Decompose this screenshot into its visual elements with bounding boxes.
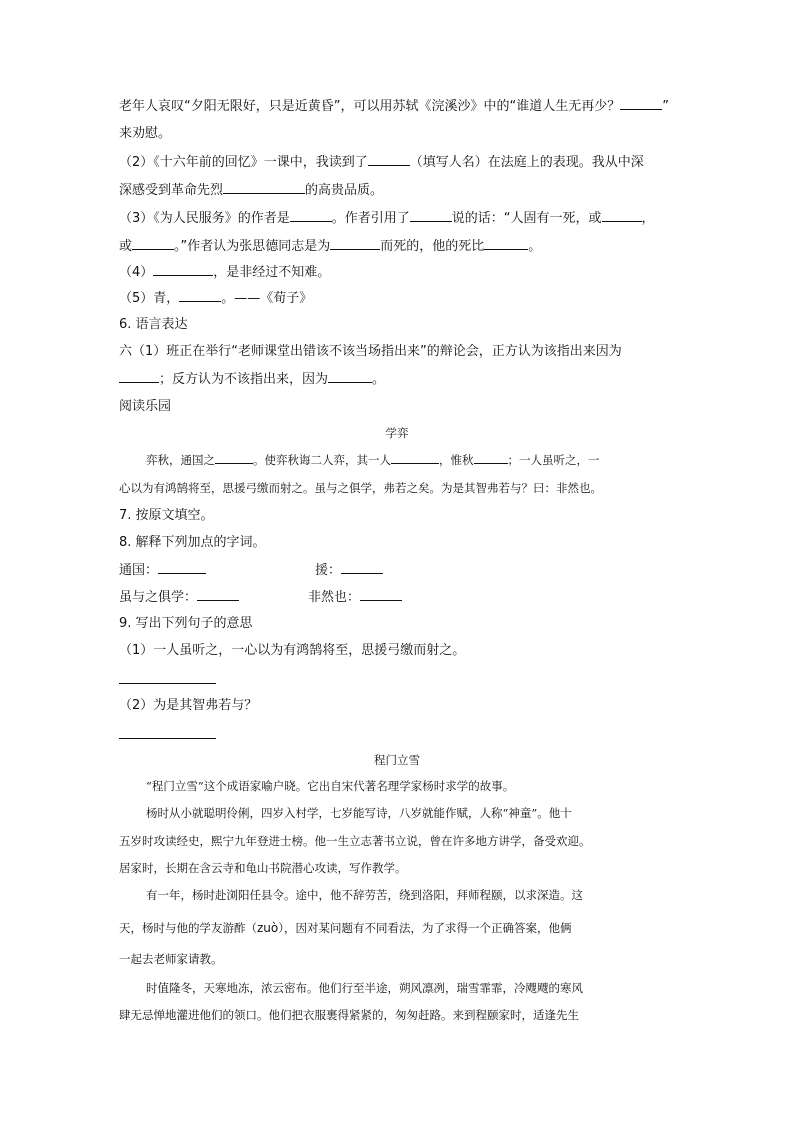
q8-item-feiran: 非然也： xyxy=(308,588,402,607)
q5-3-line-2: 或 。”作者认为张思德同志是为 而死的，他的死比 。 xyxy=(119,239,542,254)
q8-item-yuan: 援： xyxy=(315,561,383,580)
passage2-p1: “程门立雪”这个成语家喻户晓。它出自宋代著名理学家杨时求学的故事。 xyxy=(146,779,515,793)
passage2-p2-line-1: 杨时从小就聪明伶俐，四岁入村学，七岁能写诗，八岁就能作赋，人称“神童”。他十 xyxy=(146,806,572,820)
passage-title-chengmen: 程门立雪 xyxy=(374,753,420,767)
q8-item-tongguo: 通国： xyxy=(119,561,206,580)
passage1-line-1: 弈秋，通国之 。使弈秋诲二人弈，其一人 ，惟秋 ；一人虽听之，一 xyxy=(146,453,600,467)
blank[interactable] xyxy=(119,370,159,383)
q5-2-line-2: 深感受到革命先烈 的高贵品质。 xyxy=(119,183,384,198)
blank[interactable] xyxy=(474,451,508,464)
passage-title-xueyi: 学弈 xyxy=(385,426,409,440)
passage2-p3-line-3: 一起去老师家请教。 xyxy=(119,952,223,966)
blank[interactable] xyxy=(484,237,528,250)
passage2-p2-line-3: 居家时，长期在含云寺和龟山书院潜心攻读，写作教学。 xyxy=(119,861,407,875)
q5-4-line: （4） ，是非经过不知难。 xyxy=(119,265,331,280)
answer-line-1[interactable] xyxy=(119,683,216,684)
blank[interactable] xyxy=(158,561,206,574)
q8-item-suiyu: 虽与之俱学： xyxy=(119,588,239,607)
q6-title: 6. 语言表达 xyxy=(119,317,188,332)
q5-line-2: 来劝慰。 xyxy=(119,126,172,141)
q5-line-1: 老年人哀叹“夕阳无限好，只是近黄昏”，可以用苏轼《浣溪沙》中的“谁道人生无再少？ ” xyxy=(119,99,669,114)
passage2-p2-line-2: 五岁时攻读经史，熙宁九年登进士榜。他一生立志著书立说，曾在许多地方讲学，备受欢迎。 xyxy=(119,834,591,848)
q7-title: 7. 按原文填空。 xyxy=(119,508,214,523)
blank[interactable] xyxy=(179,289,221,302)
q8-title: 8. 解释下列加点的字词。 xyxy=(119,535,266,550)
passage1-line-2: 心以为有鸿鹄将至，思援弓缴而射之。虽与之俱学，弗若之矣。为是其智弗若与？曰：非然也。 xyxy=(119,481,602,495)
q9-title: 9. 写出下列句子的意思 xyxy=(119,616,253,631)
passage2-p4-line-1: 时值隆冬，天寒地冻，浓云密布。他们行至半途，朔风凛冽，瑞雪霏霏，冷飕飕的寒风 xyxy=(146,981,583,995)
q5-3-line-1: （3）《为人民服务》的作者是 。作者引用了 说的话：“人固有一死，或 ， xyxy=(119,211,655,226)
blank[interactable] xyxy=(290,209,332,222)
blank[interactable] xyxy=(602,209,642,222)
blank[interactable] xyxy=(620,97,662,110)
answer-line-2[interactable] xyxy=(119,738,216,739)
q9-sentence-2: （2）为是其智弗若与？ xyxy=(119,698,258,713)
passage2-p3-line-2: 天，杨时与他的学友游酢（zuò），因对某问题有不同看法，为了求得一个正确答案，他俩 xyxy=(119,921,572,935)
blank[interactable] xyxy=(341,561,383,574)
blank[interactable] xyxy=(223,181,305,194)
blank[interactable] xyxy=(368,153,410,166)
passage2-p4-line-2: 肆无忌惮地灌进他们的领口。他们把衣服裹得紧紧的，匆匆赶路。来到程颐家时，适逢先生 xyxy=(119,1008,579,1022)
blank[interactable] xyxy=(153,263,213,276)
blank[interactable] xyxy=(328,370,372,383)
passage2-p3-line-1: 有一年，杨时赴浏阳任县令。途中，他不辞劳苦，绕到洛阳，拜师程颐，以求深造。这 xyxy=(146,888,583,902)
q6-line-2: ；反方认为不该指出来，因为 。 xyxy=(119,370,385,389)
reading-heading: 阅读乐园 xyxy=(119,399,172,414)
blank[interactable] xyxy=(391,451,439,464)
blank[interactable] xyxy=(410,209,452,222)
q5-5-line: （5）青， 。——《荀子》 xyxy=(119,291,313,306)
blank[interactable] xyxy=(215,451,253,464)
q6-line-1: 六（1）班正在举行“老师课堂出错该不该当场指出来”的辩论会，正方认为该指出来因为 xyxy=(119,344,622,359)
blank[interactable] xyxy=(132,237,174,250)
blank[interactable] xyxy=(330,237,380,250)
blank[interactable] xyxy=(197,588,239,601)
blank[interactable] xyxy=(360,588,402,601)
q9-sentence-1: （1）一人虽听之，一心以为有鸿鹄将至，思援弓缴而射之。 xyxy=(119,643,466,658)
q5-2-line-1: （2）《十六年前的回忆》一课中，我读到了 （填写人名）在法庭上的表现。我从中深 xyxy=(119,155,644,170)
